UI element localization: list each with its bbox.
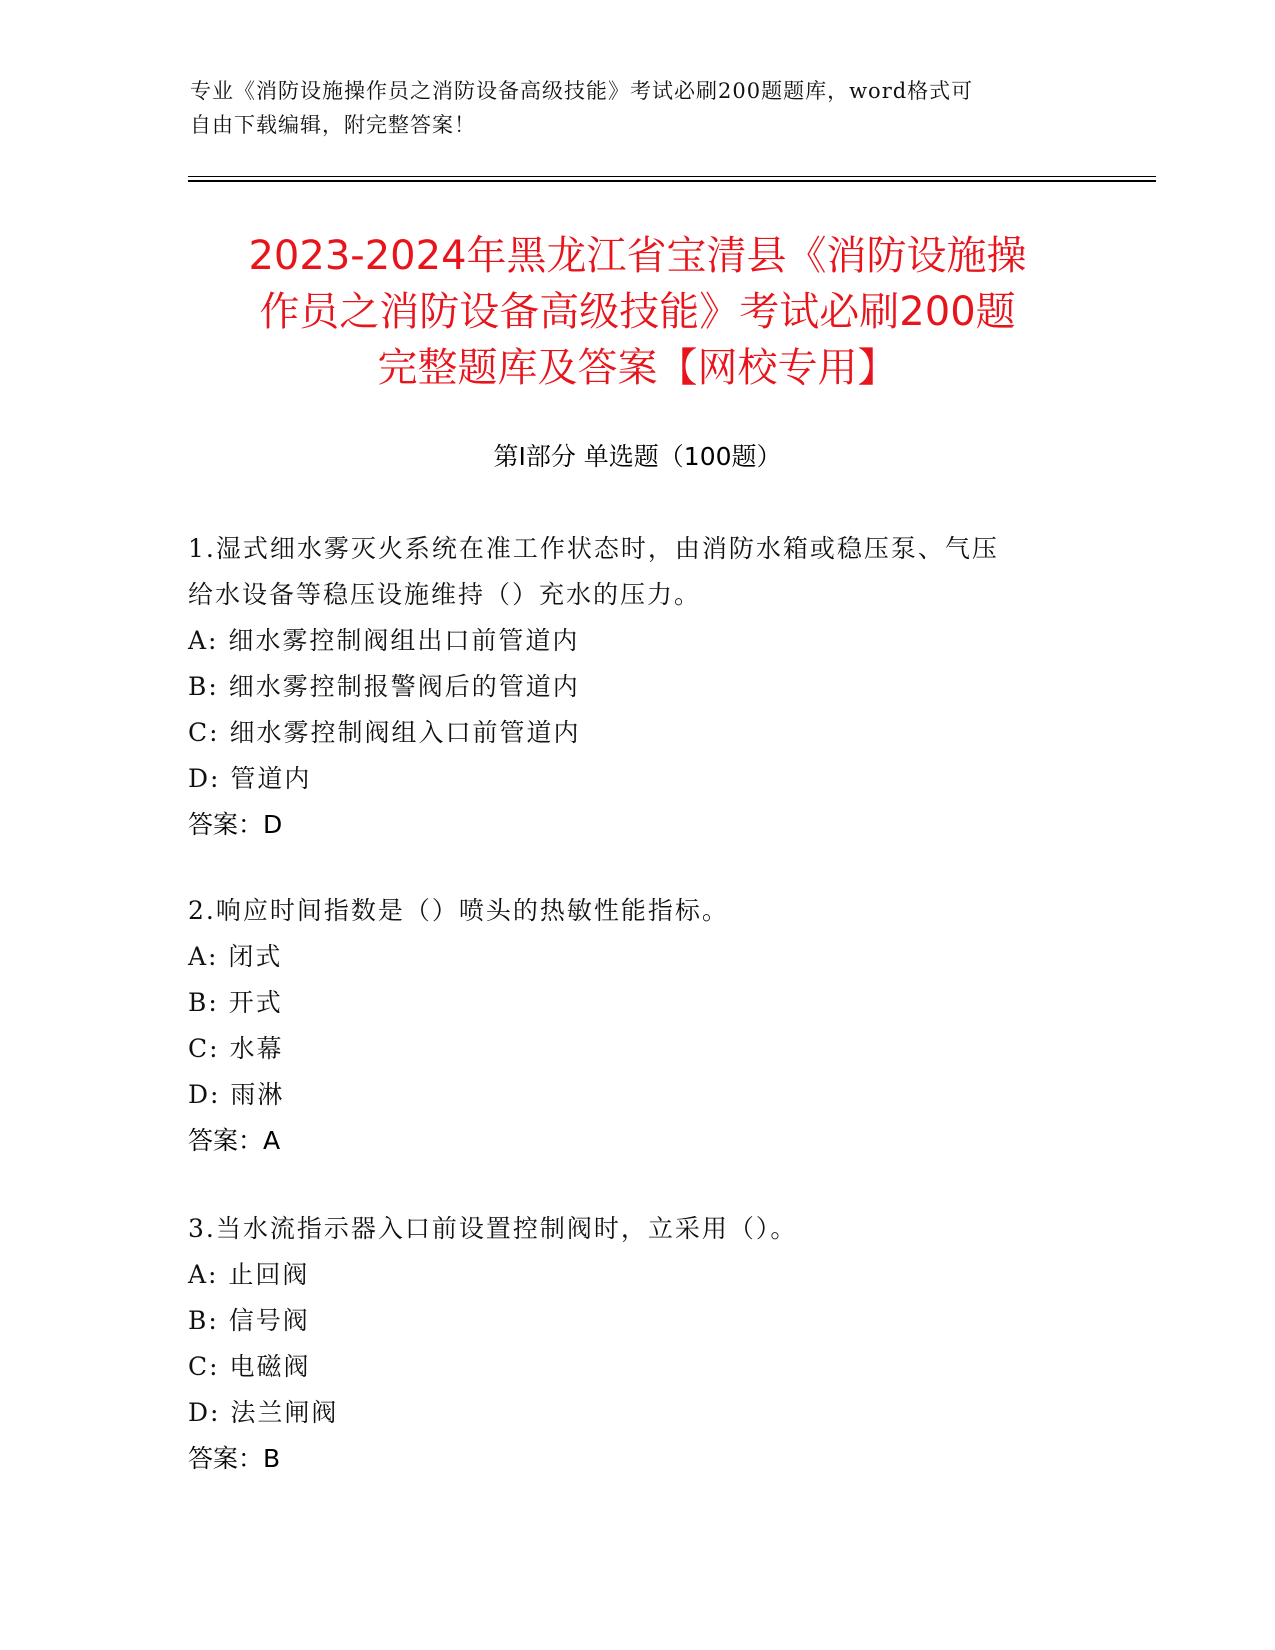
title-line-2: 作员之消防设备高级技能》考试必刷200题 <box>259 289 1016 335</box>
option-d: D: 管道内 <box>188 764 312 793</box>
option-c: C: 水幕 <box>188 1034 284 1063</box>
answer-line: 答案：A <box>188 1126 281 1155</box>
option-c: C: 电磁阀 <box>188 1352 311 1381</box>
intro-line-1: 专业《消防设施操作员之消防设备高级技能》考试必刷200题题库，word格式可 <box>190 79 974 103</box>
question-1 <box>188 526 1088 848</box>
question-stem-line: 给水设备等稳压设施维持（）充水的压力。 <box>188 580 702 609</box>
option-b: B: 信号阀 <box>188 1306 310 1335</box>
option-b: B: 开式 <box>188 988 283 1017</box>
question-stem-line: 1.湿式细水雾灭火系统在准工作状态时，由消防水箱或稳压泵、气压 <box>188 534 999 563</box>
title-line-3: 完整题库及答案【网校专用】 <box>377 345 898 391</box>
answer-line: 答案：B <box>188 1444 281 1473</box>
option-a: A: 闭式 <box>188 942 283 971</box>
question-3 <box>188 1206 1088 1482</box>
answer-line: 答案：D <box>188 810 283 839</box>
option-a: A: 细水雾控制阀组出口前管道内 <box>188 626 580 655</box>
question-stem-line: 2.响应时间指数是（）喷头的热敏性能指标。 <box>188 896 729 925</box>
question-stem-line: 3.当水流指示器入口前设置控制阀时，立采用（）。 <box>188 1214 798 1243</box>
option-d: D: 雨淋 <box>188 1080 285 1109</box>
header-divider-thin <box>188 176 1156 177</box>
document-title <box>120 228 1155 396</box>
option-b: B: 细水雾控制报警阀后的管道内 <box>188 672 580 701</box>
question-2 <box>188 888 1088 1164</box>
option-c: C: 细水雾控制阀组入口前管道内 <box>188 718 581 747</box>
option-a: A: 止回阀 <box>188 1260 310 1289</box>
header-divider-thick <box>188 180 1156 182</box>
title-line-1: 2023-2024年黑龙江省宝清县《消防设施操 <box>248 233 1027 279</box>
section-heading: 第I部分 单选题（100题） <box>493 442 782 471</box>
option-d: D: 法兰闸阀 <box>188 1398 339 1427</box>
intro-paragraph <box>190 74 1090 142</box>
intro-line-2: 自由下载编辑，附完整答案！ <box>190 113 476 137</box>
